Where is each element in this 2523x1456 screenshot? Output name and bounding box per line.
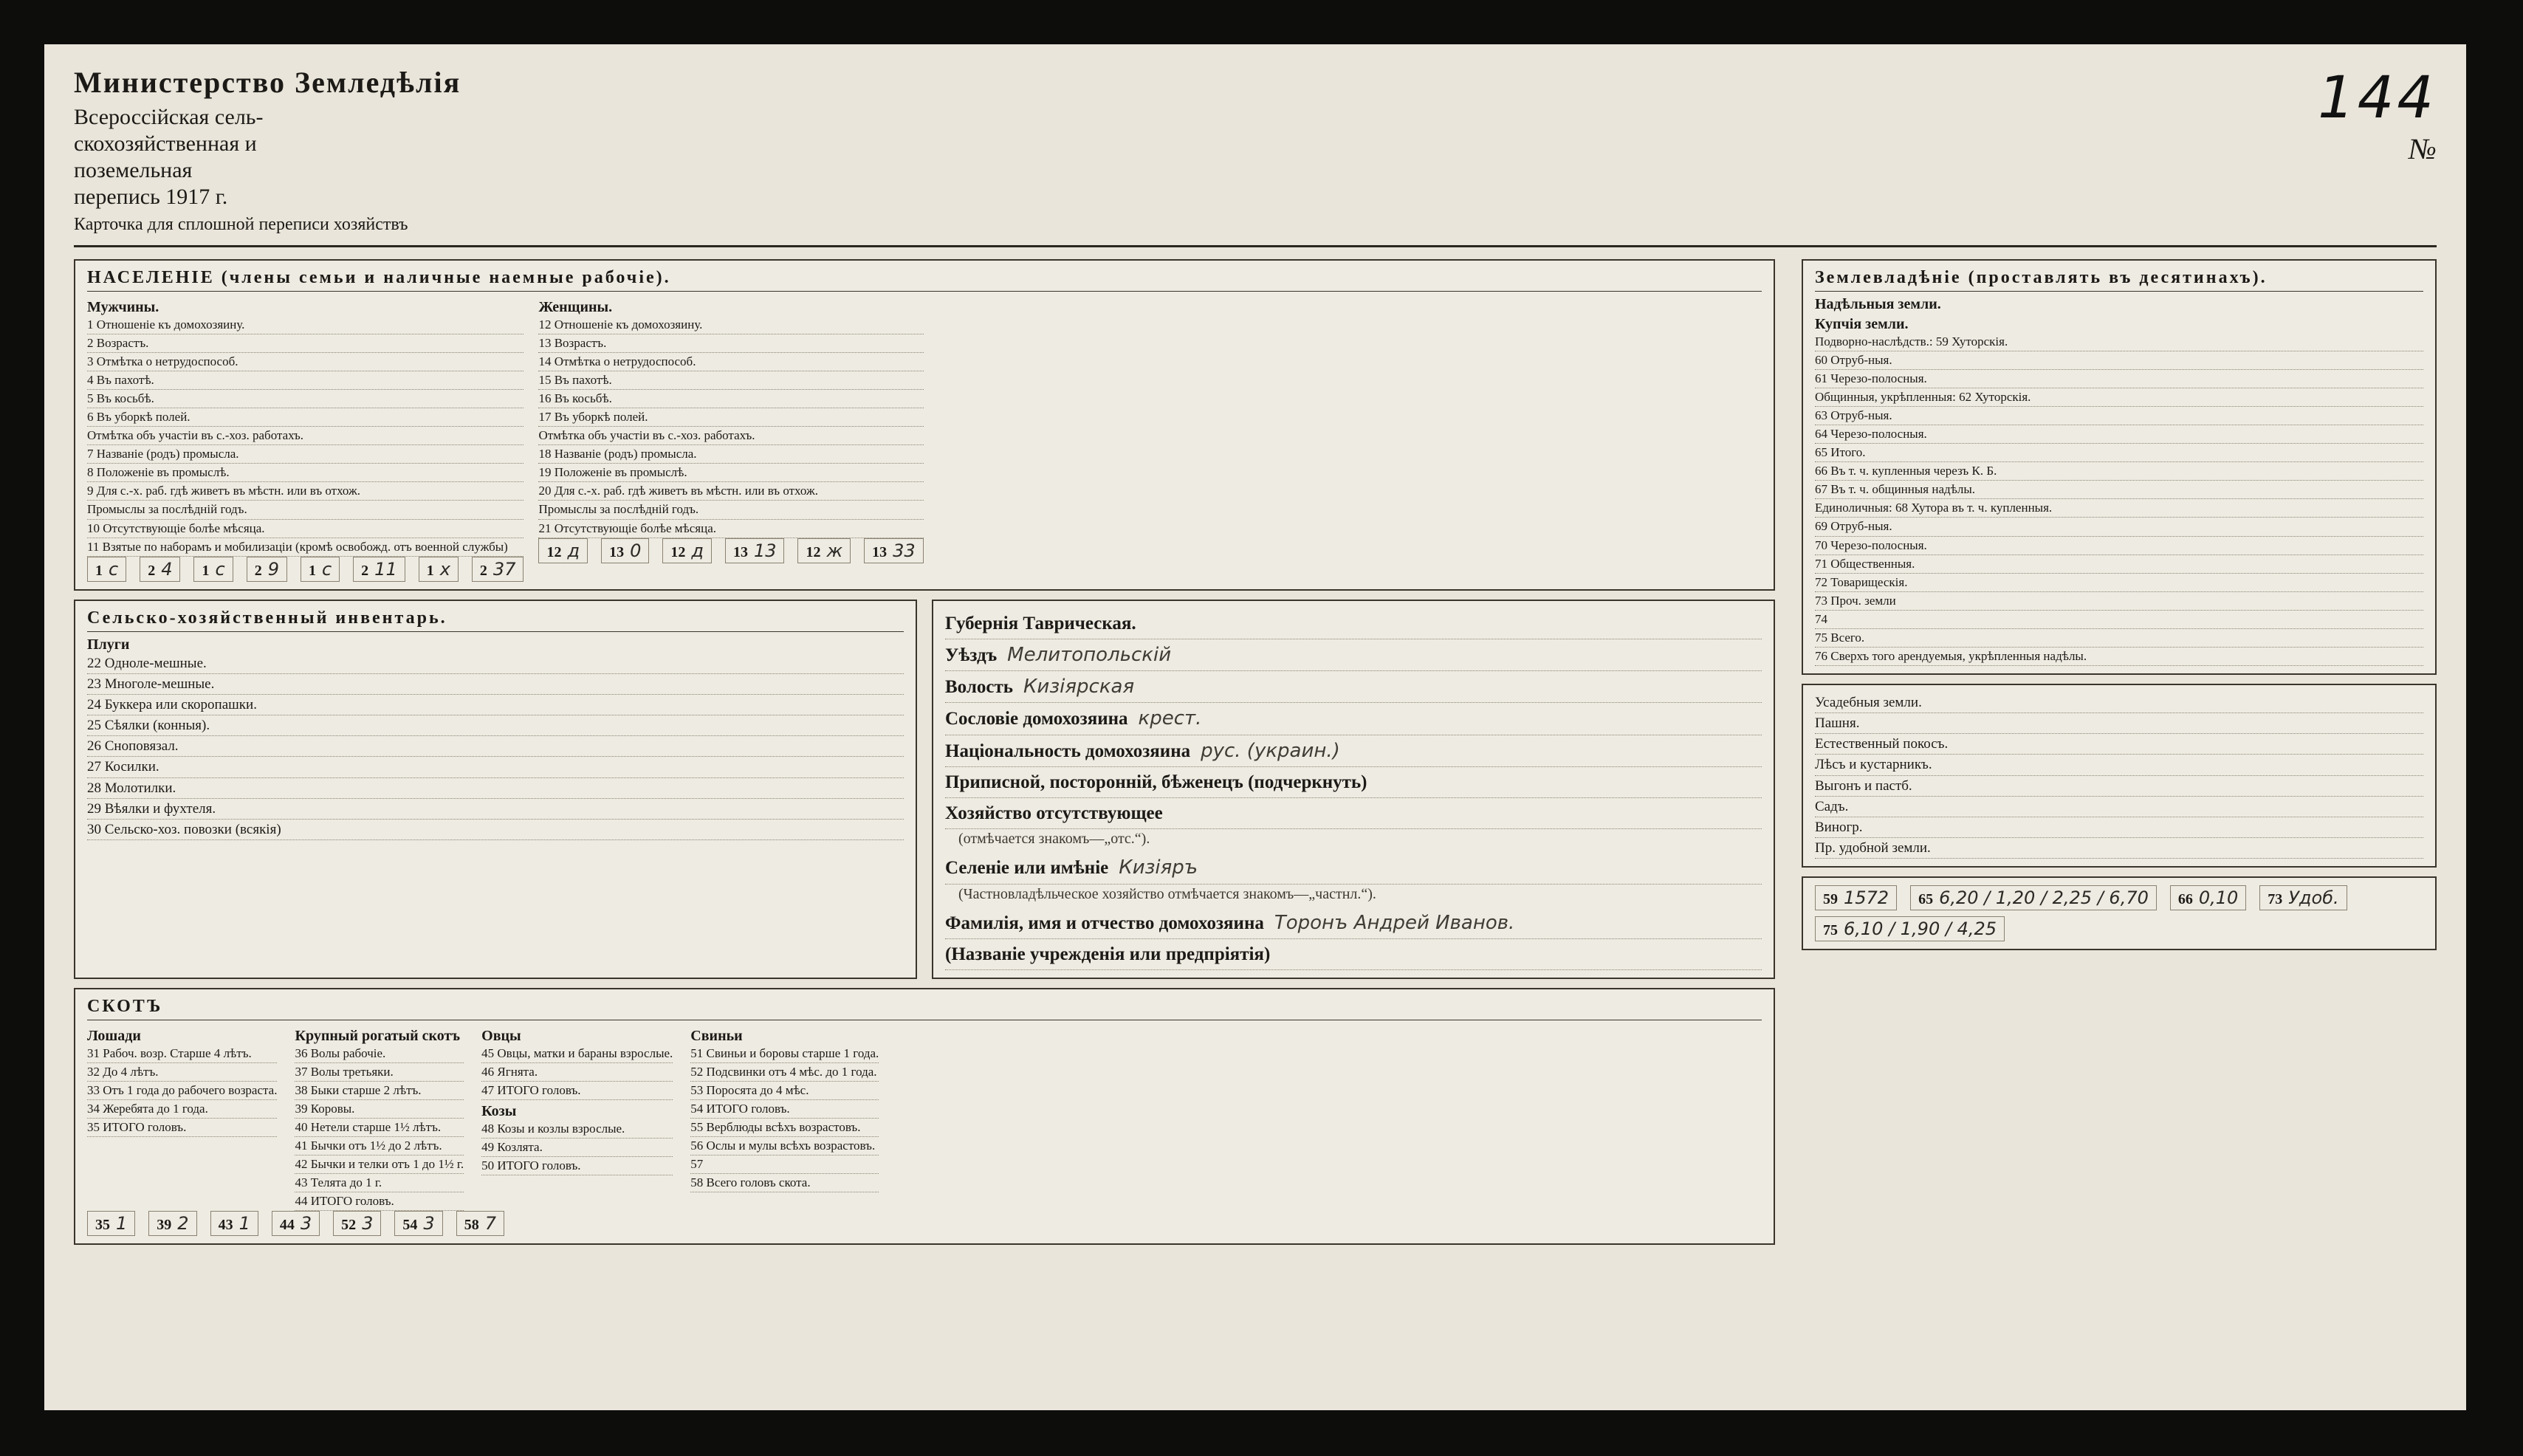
entry-value: 33 (893, 540, 916, 561)
selenie-field (945, 852, 1762, 884)
entry-column: 12 (546, 543, 562, 560)
column-header: 36 Волы рабочіе. (295, 1045, 464, 1063)
column-header: 20 Для с.-х. раб. гдѣ живетъ въ мѣстн. или въ отхож. (538, 482, 923, 501)
handwritten-entry (148, 1211, 196, 1236)
entry-column: 66 (2177, 891, 2193, 908)
uezd-value: Мелитопольскій (1007, 643, 1172, 666)
column-header: 7 Названіе (родъ) промысла. (87, 445, 524, 464)
entry-column: 44 (279, 1217, 295, 1234)
column-header: 31 Рабоч. возр. Старше 4 лѣтъ. (87, 1045, 277, 1063)
guberniya-field (945, 608, 1762, 639)
column-header: 4 Въ пахотѣ. (87, 371, 524, 390)
population-section (74, 259, 1775, 591)
column-header: 3 Отмѣтка о нетрудоспособ. (87, 353, 524, 371)
column-header: 75 Всего. (1815, 629, 2423, 648)
handwritten-entry (601, 538, 649, 563)
entry-column: 2 (254, 562, 262, 579)
left-column (74, 259, 1775, 1390)
column-header: 41 Бычки отъ 1½ до 2 лѣтъ. (295, 1137, 464, 1155)
column-header: 67 Въ т. ч. общинныя надѣлы. (1815, 481, 2423, 499)
column-header: 47 ИТОГО головъ. (481, 1082, 673, 1100)
women-heading: Женщины. (538, 299, 613, 315)
entry-column: 2 (361, 562, 369, 579)
entry-column: 13 (872, 543, 888, 560)
entry-value: 0,10 (2198, 887, 2239, 909)
inventory-heading: Сельско-хозяйственный инвентарь. (87, 608, 904, 632)
volost-value: Кизіярская (1023, 676, 1135, 698)
column-header: 49 Козлята. (481, 1139, 673, 1157)
column-header: 65 Итого. (1815, 444, 2423, 462)
census-title-line: поземельная (74, 158, 193, 182)
pripisnoy-label: Приписной, посторонній, бѣженецъ (подчеркнуть) (945, 772, 1367, 793)
handwritten-entry (472, 557, 524, 582)
pripisnoy-field (945, 767, 1762, 798)
entry-value: 7 (484, 1213, 496, 1234)
entry-column: 39 (157, 1217, 172, 1234)
selenie-value: Кизіяръ (1119, 856, 1198, 879)
column-header: 76 Сверхъ того арендуемыя, укрѣпленныя надѣлы. (1815, 648, 2423, 666)
handwritten-entry (725, 538, 785, 563)
women-column-list (538, 316, 923, 538)
column-header: 69 Отруб-ныя. (1815, 518, 2423, 536)
livestock-group-name: Лошади (87, 1027, 141, 1044)
handwritten-entry (1815, 885, 1897, 910)
ministry-name: Министерство Земледѣлія (74, 66, 461, 99)
column-header: 8 Положеніе въ промыслѣ. (87, 464, 524, 482)
column-header: 2 Возрастъ. (87, 334, 524, 353)
uezd-label: Уѣздъ (945, 645, 998, 665)
census-title-line: Всероссійская сель- (74, 105, 264, 129)
entry-column: 59 (1823, 891, 1838, 908)
entry-column: 13 (732, 543, 748, 560)
land-entries (1815, 885, 2423, 941)
column-header: 12 Отношеніе къ домохозяину. (538, 316, 923, 334)
men-heading: Мужчины. (87, 299, 159, 315)
women-block (538, 296, 923, 582)
column-header: 61 Черезо-полосныя. (1815, 370, 2423, 388)
column-group-header: Отмѣтка объ участіи въ с.-хоз. работахъ. (87, 427, 524, 445)
livestock-group-name: Крупный рогатый скотъ (295, 1027, 461, 1044)
nationality-field (945, 735, 1762, 767)
column-header: 55 Верблюды всѣхъ возрастовъ. (690, 1119, 879, 1137)
column-header: 45 Овцы, матки и бараны взрослые. (481, 1045, 673, 1063)
land-use-row: Виногр. (1815, 817, 2423, 838)
column-header: 35 ИТОГО головъ. (87, 1119, 277, 1137)
column-header: 56 Ослы и мулы всѣхъ возрастовъ. (690, 1137, 879, 1155)
land-use-row: Лѣсъ и кустарникъ. (1815, 755, 2423, 775)
handwritten-entry (797, 538, 851, 563)
handwritten-entry (394, 1211, 442, 1236)
entry-value: 6,20 / 1,20 / 2,25 / 6,70 (1939, 887, 2149, 909)
inventory-item: 23 Многоле-мешные. (87, 674, 904, 695)
entry-value: 13 (753, 540, 777, 561)
owner-label: Фамилія, имя и отчество домохозяина (945, 913, 1264, 933)
inventory-item: 22 Одноле-мешные. (87, 653, 904, 674)
column-header: 18 Названіе (родъ) промысла. (538, 445, 923, 464)
handwritten-entry (140, 557, 180, 582)
entry-value: 2 (177, 1213, 189, 1234)
entry-column: 43 (218, 1217, 233, 1234)
census-card (44, 44, 2466, 1410)
handwritten-entry (210, 1211, 258, 1236)
handwritten-entry (538, 538, 588, 563)
entry-column: 12 (806, 543, 821, 560)
column-header: 6 Въ уборкѣ полей. (87, 408, 524, 427)
entry-value: ж (826, 540, 843, 561)
livestock-column-list (690, 1119, 879, 1192)
population-heading: НАСЕЛЕНІЕ (члены семьи и наличные наемные рабочіе). (87, 268, 1762, 292)
entry-column: 52 (341, 1217, 357, 1234)
livestock-group (690, 1025, 879, 1211)
column-header: 33 Отъ 1 года до рабочего возраста. (87, 1082, 277, 1100)
card-number-box (2318, 65, 2437, 166)
inventory-item: 24 Буккера или скоропашки. (87, 695, 904, 715)
inventory-list (87, 653, 904, 841)
column-header: 5 Въ косьбѣ. (87, 390, 524, 408)
column-group-header: Промыслы за послѣдній годъ. (87, 501, 524, 519)
livestock-group-name: Овцы (481, 1027, 521, 1044)
inventory-section (74, 600, 917, 979)
entry-column: 54 (402, 1217, 418, 1234)
owner-value: Торонъ Андрей Иванов. (1274, 911, 1515, 934)
column-header: 42 Бычки и телки отъ 1 до 1½ г. (295, 1155, 464, 1174)
column-group-header: Отмѣтка объ участіи въ с.-хоз. работахъ. (538, 427, 923, 445)
column-header: 32 До 4 лѣтъ. (87, 1063, 277, 1082)
kupchaya-heading: Купчія земли. (1815, 316, 1909, 332)
handwritten-entry (1910, 885, 2157, 910)
sheet-number: 144 (2318, 65, 2437, 131)
land-use-section (1802, 684, 2437, 868)
entry-value: 1 (238, 1213, 250, 1234)
column-header: 21 Отсутствующіе болѣе мѣсяца. (538, 520, 923, 538)
right-column (1802, 259, 2437, 1390)
livestock-column-list (87, 1045, 277, 1137)
census-title-line: перепись 1917 г. (74, 185, 228, 209)
column-header: 15 Въ пахотѣ. (538, 371, 923, 390)
handwritten-entry (333, 1211, 381, 1236)
men-column-list (87, 316, 524, 557)
handwritten-entry (193, 557, 233, 582)
handwritten-entry (353, 557, 405, 582)
entry-value: с (321, 558, 332, 580)
livestock-groups (87, 1025, 1762, 1211)
column-header: Подворно-наслѣдств.: 59 Хуторскія. (1815, 333, 2423, 351)
column-header: 17 Въ уборкѣ полей. (538, 408, 923, 427)
entry-column: 65 (1918, 891, 1934, 908)
entry-value: 3 (423, 1213, 435, 1234)
entry-value: х (439, 558, 450, 580)
entry-column: 2 (479, 562, 487, 579)
handwritten-entry (247, 557, 287, 582)
entry-column: 1 (95, 562, 103, 579)
plough-group-label: Плуги (87, 636, 130, 653)
entry-value: 0 (630, 540, 642, 561)
land-use-row: Пр. удобной земли. (1815, 838, 2423, 859)
inventory-item: 29 Вѣялки и фухтеля. (87, 799, 904, 820)
livestock-group (87, 1025, 277, 1211)
column-header: 19 Положеніе въ промыслѣ. (538, 464, 923, 482)
handwritten-entry (2170, 885, 2246, 910)
inventory-item: 30 Сельско-хоз. повозки (всякія) (87, 820, 904, 840)
column-header: 66 Въ т. ч. купленныя черезъ К. Б. (1815, 462, 2423, 481)
inventory-item: 27 Косилки. (87, 757, 904, 777)
entry-value: с (215, 558, 225, 580)
entry-column: 2 (148, 562, 156, 579)
handwritten-entry (662, 538, 712, 563)
entry-value: 9 (267, 558, 279, 580)
column-header: 48 Козы и козлы взрослые. (481, 1120, 673, 1139)
entry-value: 3 (300, 1213, 312, 1234)
column-header: 51 Свиньи и боровы старше 1 года. (690, 1045, 879, 1063)
card-header (74, 65, 2437, 247)
absent-note: (отмѣчается знакомъ—„отс.“). (958, 831, 1150, 848)
entry-value: с (109, 558, 119, 580)
livestock-section (74, 988, 1775, 1245)
livestock-group-name: Свиньи (690, 1027, 743, 1044)
column-header: 53 Поросята до 4 мѣс. (690, 1082, 879, 1100)
inventory-item: 25 Сѣялки (конныя). (87, 715, 904, 736)
livestock-column-list (481, 1045, 673, 1100)
column-header: 34 Жеребята до 1 года. (87, 1100, 277, 1119)
column-header: 46 Ягнята. (481, 1063, 673, 1082)
institution-label: (Названіе учрежденія или предпріятія) (945, 944, 1271, 964)
handwritten-entry (456, 1211, 504, 1236)
entry-column: 35 (95, 1217, 110, 1234)
handwritten-entry (87, 1211, 135, 1236)
handwritten-entry (301, 557, 340, 582)
selenie-label: Селеніе или имѣніе (945, 858, 1109, 879)
livestock-entries (87, 1211, 1762, 1236)
women-entries (538, 538, 923, 563)
column-header: 40 Нетели старше 1½ лѣтъ. (295, 1119, 464, 1137)
soslovie-value: крест. (1138, 707, 1202, 730)
column-header: 52 Подсвинки отъ 4 мѣс. до 1 года. (690, 1063, 879, 1082)
column-header: Единоличныя: 68 Хутора въ т. ч. купленныя. (1815, 499, 2423, 518)
nadel-heading: Надѣльныя земли. (1815, 296, 1941, 312)
column-header: 50 ИТОГО головъ. (481, 1157, 673, 1175)
livestock-group (481, 1025, 673, 1211)
entry-column: 1 (426, 562, 434, 579)
entry-column: 1 (308, 562, 316, 579)
entry-value: 1 (116, 1213, 128, 1234)
volost-label: Волость (945, 677, 1013, 697)
livestock-column-list (690, 1045, 879, 1119)
column-header: 60 Отруб-ныя. (1815, 351, 2423, 370)
entry-value: 4 (161, 558, 173, 580)
nationality-label: Національность домохозяина (945, 741, 1191, 761)
handwritten-entry (1815, 916, 2005, 941)
uezd-field (945, 639, 1762, 671)
land-use-list (1815, 693, 2423, 859)
column-header: 44 ИТОГО головъ. (295, 1192, 464, 1211)
inventory-item: 28 Молотилки. (87, 778, 904, 799)
owner-field (945, 907, 1762, 939)
land-heading: Землевладѣніе (проставлять въ десятинахъ). (1815, 268, 2423, 292)
handwritten-entry (864, 538, 924, 563)
handwritten-entry (272, 1211, 320, 1236)
entry-column: 73 (2268, 891, 2283, 908)
card-title: Карточка для сплошной переписи хозяйствъ (74, 215, 408, 234)
census-title (74, 104, 461, 210)
entry-value: 6,10 / 1,90 / 4,25 (1844, 918, 1997, 940)
column-header: 13 Возрастъ. (538, 334, 923, 353)
number-label: № (2409, 132, 2437, 165)
column-header: 63 Отруб-ныя. (1815, 407, 2423, 425)
handwritten-entry (419, 557, 459, 582)
card-body (74, 259, 2437, 1390)
handwritten-entry (87, 557, 126, 582)
soslovie-field (945, 703, 1762, 735)
entry-value: 1572 (1844, 887, 1889, 909)
institution-field (945, 939, 1762, 970)
livestock-group (295, 1025, 464, 1211)
entry-value: д (567, 540, 580, 561)
land-use-row: Усадебныя земли. (1815, 693, 2423, 713)
men-block (87, 296, 524, 582)
column-header: 43 Телята до 1 г. (295, 1174, 464, 1192)
census-title-line: скохозяйственная и (74, 131, 257, 156)
column-header: 58 Всего головъ скота. (690, 1174, 879, 1192)
land-section (1802, 259, 2437, 675)
livestock-heading: СКОТЪ (87, 997, 1762, 1020)
soslovie-label: Сословіе домохозяина (945, 709, 1128, 729)
column-header: 73 Проч. земли (1815, 592, 2423, 611)
selenie-note: (Частновладѣльческое хозяйство отмѣчается знакомъ—„частнл.“). (958, 885, 1376, 902)
livestock-column-list (295, 1045, 464, 1211)
entry-value: 37 (492, 558, 516, 580)
column-header: 16 Въ косьбѣ. (538, 390, 923, 408)
guberniya-label: Губернія Таврическая. (945, 613, 1136, 633)
land-column-list (1815, 333, 2423, 666)
column-header: Общинныя, укрѣпленныя: 62 Хуторскія. (1815, 388, 2423, 407)
volost-field (945, 671, 1762, 703)
column-header: 38 Быки старше 2 лѣтъ. (295, 1082, 464, 1100)
livestock-group-name: Козы (481, 1103, 517, 1120)
entry-column: 75 (1823, 922, 1838, 939)
farm-details-section (932, 600, 1775, 979)
entry-column: 1 (202, 562, 210, 579)
column-header: 72 Товарищескія. (1815, 574, 2423, 592)
nationality-value: рус. (украин.) (1201, 739, 1340, 762)
column-header: 37 Волы третьяки. (295, 1063, 464, 1082)
entry-column: 58 (464, 1217, 479, 1234)
entry-value: 3 (362, 1213, 374, 1234)
land-use-row: Пашня. (1815, 713, 2423, 734)
ministry-heading (74, 65, 461, 235)
column-header: 57 (690, 1155, 879, 1174)
land-use-row: Садъ. (1815, 797, 2423, 817)
livestock-column-list (481, 1120, 673, 1175)
land-use-row: Естественный покосъ. (1815, 734, 2423, 755)
column-header: 9 Для с.-х. раб. гдѣ живетъ въ мѣстн. или въ отхож. (87, 482, 524, 501)
entry-column: 12 (670, 543, 686, 560)
column-header: 71 Общественныя. (1815, 555, 2423, 574)
absent-label: Хозяйство отсутствующее (945, 803, 1163, 824)
inventory-item: 26 Сноповязал. (87, 736, 904, 757)
column-header: 10 Отсутствующіе болѣе мѣсяца. (87, 520, 524, 538)
column-header: 11 Взятые по наборамъ и мобилизаціи (кромѣ освобожд. отъ военной службы) (87, 538, 524, 557)
entry-value: д (691, 540, 704, 561)
column-header: 70 Черезо-полосныя. (1815, 537, 2423, 555)
column-header: 54 ИТОГО головъ. (690, 1100, 879, 1119)
column-header: 74 (1815, 611, 2423, 629)
column-header: 14 Отмѣтка о нетрудоспособ. (538, 353, 923, 371)
column-header: 39 Коровы. (295, 1100, 464, 1119)
entry-value: 11 (374, 558, 397, 580)
entry-column: 13 (609, 543, 625, 560)
handwritten-entry (2259, 885, 2347, 910)
land-entries-section (1802, 876, 2437, 950)
column-header: 64 Черезо-полосныя. (1815, 425, 2423, 444)
middle-row (74, 600, 1775, 979)
population-columns (87, 296, 1762, 582)
column-header: 1 Отношеніе къ домохозяину. (87, 316, 524, 334)
men-entries (87, 557, 524, 582)
entry-value: Удоб. (2288, 887, 2339, 909)
absent-field (945, 798, 1762, 829)
column-group-header: Промыслы за послѣдній годъ. (538, 501, 923, 519)
land-use-row: Выгонъ и пастб. (1815, 776, 2423, 797)
